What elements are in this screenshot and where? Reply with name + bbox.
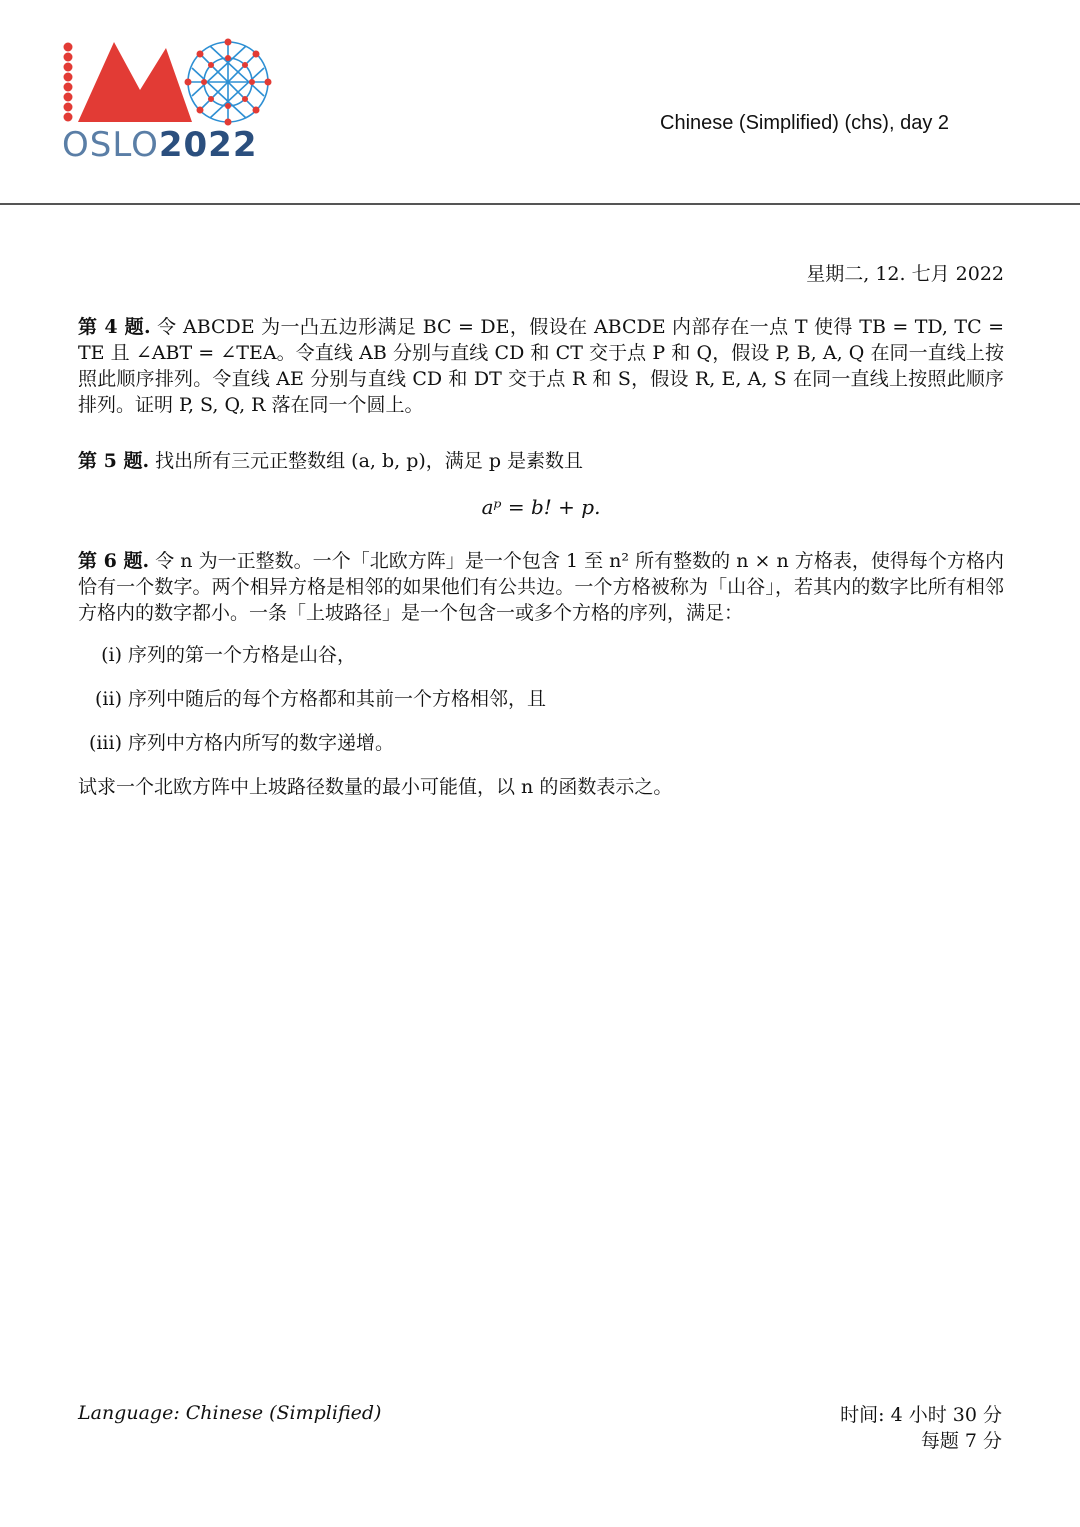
condition-text: 序列中方格内所写的数字递增。 xyxy=(128,732,395,754)
problem-4-label: 第 4 题. xyxy=(78,316,151,338)
logo-dots-column xyxy=(64,43,73,122)
problems-body xyxy=(78,314,1004,800)
condition-number: (i) xyxy=(101,644,122,666)
problem-5-text: 找出所有三元正整数组 (a, b, p)，满足 p 是素数且 xyxy=(155,450,584,472)
logo-text-oslo: OSLO xyxy=(62,125,159,165)
footer-points: 每题 7 分 xyxy=(920,1430,1002,1452)
condition-number: (iii) xyxy=(88,732,122,754)
problem-6-text: 令 n 为一正整数。一个「北欧方阵」是一个包含 1 至 n² 所有整数的 n × n 方格表，使得每个方格内恰有一个数字。两个相异方格是相邻的如果他们有公共边。一个方格被称为「山谷」，若其内的数字比所有相邻方格内的数字都小。一条「上坡路径」是一个包含一或多个方格的序列，满足： xyxy=(78,550,1004,624)
footer-time-points xyxy=(840,1402,1002,1454)
logo-mountains xyxy=(78,42,192,122)
problem-6-question: 试求一个北欧方阵中上坡路径数量的最小可能值，以 n 的函数表示之。 xyxy=(78,776,673,798)
problem-4-text: 令 ABCDE 为一凸五边形满足 BC = DE，假设在 ABCDE 内部存在一点 T 使得 TB = TD, TC = TE 且 ∠ABT = ∠TEA。令直线 AB 分别与直线 CD 和 CT 交于点 P 和 Q，假设 P, B, A, Q 在同一直线上按照此顺序排列。令直线 AE 分别与直线 CD 和 DT 交于点 R 和 S，假设 R, E, A, S 在同一直线上按照此顺序排列。证明 P, S, Q, R 落在同一个圆上。 xyxy=(78,316,1004,416)
logo-text-year: 2022 xyxy=(158,125,258,165)
condition-number: (ii) xyxy=(95,688,122,710)
problem-5-label: 第 5 题. xyxy=(78,450,150,472)
condition-text: 序列的第一个方格是山谷， xyxy=(128,644,357,666)
problem-4 xyxy=(78,314,1004,418)
exam-date: 星期二, 12. 七月 2022 xyxy=(806,263,1004,285)
condition-item xyxy=(78,730,1004,756)
problem-6 xyxy=(78,548,1004,626)
problem-6-conditions xyxy=(78,642,1004,756)
language-day-label: Chinese (Simplified) (chs), day 2 xyxy=(660,112,949,134)
condition-item xyxy=(78,686,1004,712)
footer-time: 时间: 4 小时 30 分 xyxy=(840,1404,1002,1426)
footer-language: Language: Chinese (Simplified) xyxy=(78,1402,382,1424)
condition-item xyxy=(78,642,1004,668)
header-divider xyxy=(0,203,1080,205)
condition-text: 序列中随后的每个方格都和其前一个方格相邻，且 xyxy=(128,688,547,710)
problem-6-label: 第 6 题. xyxy=(78,550,150,572)
logo-wordmark xyxy=(62,125,258,165)
problem-5-equation: aᵖ = b! + p. xyxy=(481,495,601,519)
problem-5 xyxy=(78,448,1004,474)
